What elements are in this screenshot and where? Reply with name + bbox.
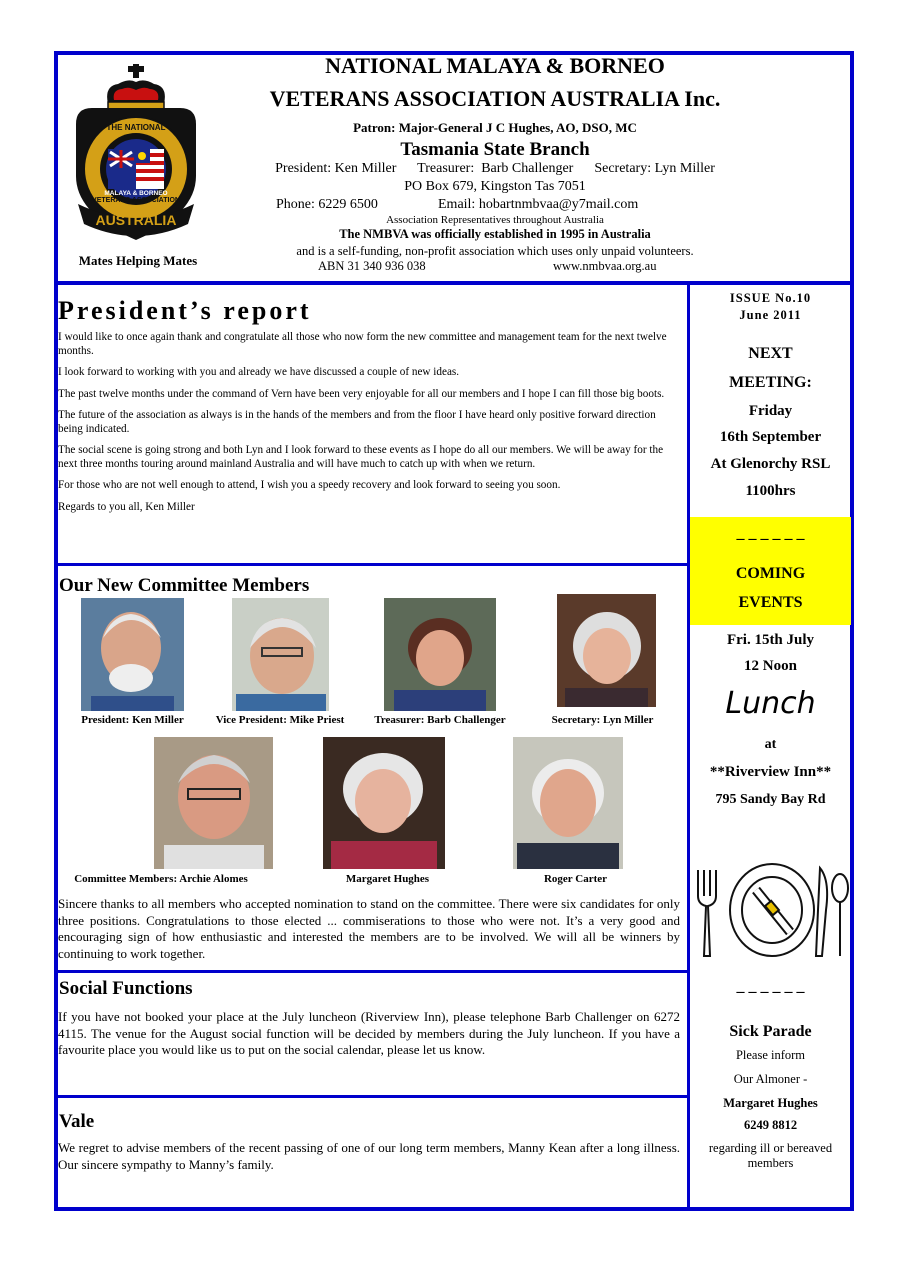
dash-divider-1: – – – – – – bbox=[736, 530, 805, 547]
issue-number: ISSUE No.10 bbox=[729, 291, 812, 305]
vale-title: Vale bbox=[59, 1111, 95, 1132]
dinner-plate-icon bbox=[692, 860, 852, 960]
meeting-time: 1100hrs bbox=[745, 483, 796, 499]
sick-line4: 6249 8812 bbox=[743, 1118, 798, 1132]
next-meeting-line2: MEETING: bbox=[729, 374, 812, 391]
issue-date: June 2011 bbox=[739, 308, 802, 322]
sick-line1: Please inform bbox=[735, 1048, 806, 1062]
photo-archie-alomes bbox=[154, 737, 273, 869]
event-venue: **Riverview Inn** bbox=[709, 764, 832, 780]
event-date: Fri. 15th July bbox=[726, 632, 815, 648]
next-meeting-line1: NEXT bbox=[748, 345, 793, 362]
photo-ken-miller bbox=[81, 598, 184, 711]
phone: Phone: 6229 6500 bbox=[276, 197, 378, 212]
caption-margaret: Margaret Hughes bbox=[345, 873, 430, 885]
photo-barb-challenger bbox=[384, 598, 496, 711]
caption-secretary: Secretary: Lyn Miller bbox=[551, 714, 654, 726]
report-paragraph: The future of the association as always is in the hands of the members and from the floor I have heard only positive forward direction being indicated. bbox=[58, 409, 656, 435]
vale-body: We regret to advise members of the recent passing of one of our long term members, Manny Kean after a long illness. Our sincere sympathy to Manny’s family. bbox=[58, 1140, 680, 1172]
report-paragraph: I look forward to working with you and already we have discussed a couple of new ideas. bbox=[58, 366, 460, 378]
caption-president: President: Ken Miller bbox=[81, 714, 184, 726]
coming-events-line1: COMING bbox=[735, 565, 806, 582]
sick-parade-title: Sick Parade bbox=[729, 1023, 812, 1040]
meeting-venue: At Glenorchy RSL bbox=[710, 456, 831, 472]
social-body: If you have not booked your place at the July luncheon (Riverview Inn), please telephone Barb Challenger on 6272 4115. The venue for the August social function will be decided by members during the July luncheon. If you have a favourite place you would like us to put on the social calendar, please let us know. bbox=[58, 1009, 680, 1057]
badge-top-text: THE NATIONAL bbox=[106, 123, 166, 132]
report-paragraph: I would like to once again thank and congratulate all those who now form the new committee and management team for the next twelve months. bbox=[58, 331, 667, 357]
funding: and is a self-funding, non-profit association which uses only unpaid volunteers. bbox=[296, 244, 694, 258]
badge-country-text: AUSTRALIA bbox=[95, 212, 177, 228]
photo-roger-carter bbox=[513, 737, 623, 869]
branch-name: Tasmania State Branch bbox=[400, 139, 590, 160]
social-title: Social Functions bbox=[59, 978, 193, 999]
event-at: at bbox=[764, 737, 777, 752]
report-paragraph: For those who are not well enough to attend, I wish you a speedy recovery and look forward to seeing you soon. bbox=[58, 479, 561, 491]
photo-lyn-miller bbox=[557, 594, 656, 707]
badge-mid-text: MALAYA & BORNEO bbox=[104, 190, 168, 197]
sick-line2: Our Almoner - bbox=[733, 1072, 808, 1086]
event-time: 12 Noon bbox=[744, 658, 797, 674]
caption-committee-archie: Committee Members: Archie Alomes bbox=[74, 873, 248, 885]
sick-line3: Margaret Hughes bbox=[723, 1096, 818, 1110]
report-paragraph: Regards to you all, Ken Miller bbox=[58, 500, 195, 513]
crown-icon bbox=[107, 64, 165, 110]
office-bearers: President: Ken Miller Treasurer: Barb Challenger Secretary: Lyn Miller bbox=[275, 161, 715, 176]
caption-roger: Roger Carter bbox=[543, 873, 607, 885]
meeting-date: 16th September bbox=[719, 429, 822, 445]
photo-margaret-hughes bbox=[323, 737, 445, 869]
established: The NMBVA was officially established in 1995 in Australia bbox=[339, 227, 651, 241]
representatives: Association Representatives throughout Australia bbox=[386, 214, 604, 226]
report-body bbox=[58, 331, 678, 522]
caption-treasurer: Treasurer: Barb Challenger bbox=[374, 714, 506, 726]
committee-body: Sincere thanks to all members who accepted nomination to stand on the committee. There were six candidates for only three positions. Congratulations to those elected ... commiserations to those who were not. It’s a very good and encouraging sign of how enthusiastic and interested the members are to be involved. We will all be winners by continuing to work together. bbox=[58, 896, 680, 961]
report-paragraph: The past twelve months under the command of Vern have been very enjoyable for all our members and I hope I can fill those big boots. bbox=[58, 387, 665, 400]
meeting-day: Friday bbox=[748, 403, 793, 419]
postal-address: PO Box 679, Kingston Tas 7051 bbox=[404, 179, 586, 194]
caption-vice-president: Vice President: Mike Priest bbox=[215, 714, 345, 726]
abn: ABN 31 340 936 038 bbox=[318, 259, 426, 273]
badge-assoc-text: VETERANS ASSOCIATION bbox=[92, 197, 180, 204]
dash-divider-2: – – – – – – bbox=[736, 983, 805, 1000]
report-paragraph: The social scene is going strong and both Lyn and I look forward to these events as I hope do all our members. We will be away for the next three months touring around mainland Australia and will have much to catch up with when we return. bbox=[58, 444, 664, 470]
masthead-title-line1: NATIONAL MALAYA & BORNEO bbox=[325, 53, 665, 78]
email[interactable]: Email: hobartnmbvaa@y7mail.com bbox=[438, 197, 639, 212]
event-lunch: Lunch bbox=[725, 686, 816, 721]
photo-mike-priest bbox=[232, 598, 329, 711]
event-address: 795 Sandy Bay Rd bbox=[715, 792, 826, 807]
website[interactable]: www.nmbvaa.org.au bbox=[553, 259, 657, 273]
masthead-title-line2: VETERANS ASSOCIATION AUSTRALIA Inc. bbox=[269, 86, 721, 111]
sick-line5: regarding ill or bereaved members bbox=[708, 1141, 833, 1170]
committee-title: Our New Committee Members bbox=[59, 575, 310, 596]
report-title: President’s report bbox=[58, 296, 312, 325]
motto: Mates Helping Mates bbox=[78, 253, 198, 268]
patron: Patron: Major-General J C Hughes, AO, DSO, MC bbox=[353, 120, 637, 135]
coming-events-line2: EVENTS bbox=[738, 594, 803, 611]
